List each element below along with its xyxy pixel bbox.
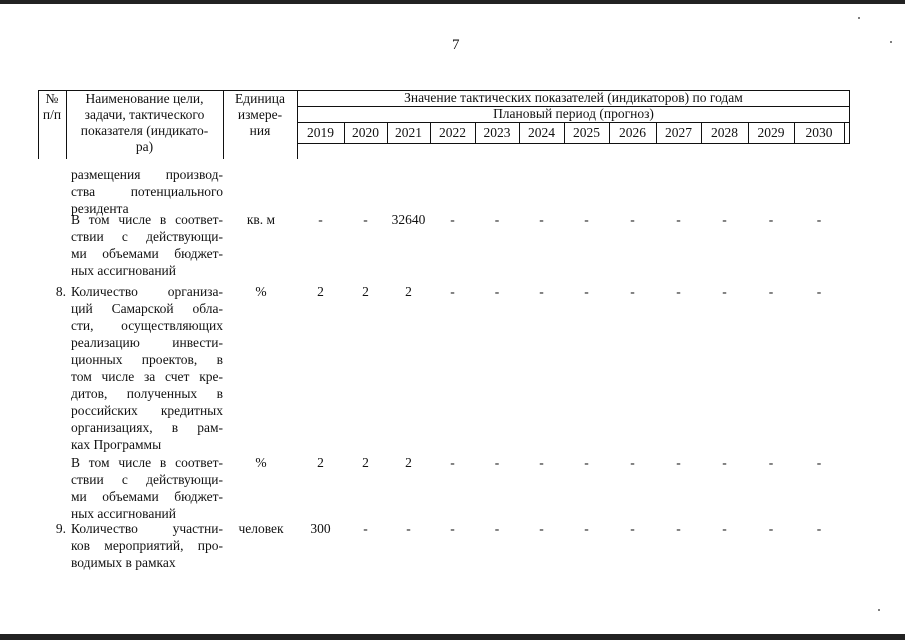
indicator-value: -	[450, 521, 455, 536]
header-year: 2025	[573, 125, 600, 140]
header-name-label: ра)	[135, 139, 154, 154]
indicator-value: -	[363, 212, 368, 227]
indicator-name-line: резидента	[71, 201, 129, 216]
header-unit-label: измере-	[237, 107, 283, 122]
header-group-title: Значение тактических показателей (индикаторов) по годам	[404, 90, 743, 105]
scan-bottom-edge	[0, 634, 905, 640]
indicator-value: -	[722, 455, 727, 470]
indicator-name-line: В том числе в соответ-	[71, 212, 223, 227]
unit-of-measure: кв. м	[246, 212, 276, 227]
indicator-name-line: дитов, полученных в	[71, 386, 223, 401]
indicator-name	[71, 166, 223, 217]
indicator-value: -	[630, 455, 635, 470]
indicator-value: -	[539, 455, 544, 470]
indicator-value: -	[318, 212, 323, 227]
unit-of-measure: %	[255, 455, 267, 470]
indicator-name-line: ми объемами бюджет-	[71, 246, 223, 261]
indicator-value: -	[816, 284, 822, 299]
indicator-value: -	[722, 521, 727, 536]
indicator-value: -	[584, 284, 589, 299]
indicator-value: -	[630, 284, 635, 299]
header-year: 2020	[352, 125, 379, 140]
header-year: 2026	[619, 125, 646, 140]
indicator-name-line: ций Самарской обла-	[71, 301, 223, 316]
indicator-value: -	[630, 212, 635, 227]
indicator-value: -	[676, 284, 681, 299]
indicator-name-line: размещения производ-	[71, 167, 223, 182]
header-num-label: п/п	[42, 107, 62, 122]
indicator-value: 2	[405, 455, 412, 470]
indicator-value: 32640	[391, 212, 426, 227]
header-year: 2022	[439, 125, 466, 140]
indicator-name-line: ных ассигнований	[71, 263, 176, 278]
header-year: 2029	[757, 125, 785, 140]
header-unit-label: ния	[249, 123, 271, 138]
indicator-value: -	[539, 521, 544, 536]
table-header	[38, 90, 850, 159]
indicator-value: -	[722, 284, 727, 299]
indicator-value: -	[768, 212, 774, 227]
indicator-name-line: сти, осуществляющих	[71, 318, 223, 333]
header-year: 2030	[805, 125, 833, 140]
indicator-value: -	[584, 455, 589, 470]
indicator-value: -	[630, 521, 635, 536]
row-number: 9.	[55, 521, 66, 536]
indicator-name	[71, 211, 223, 279]
indicator-value: 2	[405, 284, 412, 299]
header-year: 2024	[528, 125, 555, 140]
indicator-name-line: реализацию инвести-	[71, 335, 223, 350]
indicator-name-line: том числе за счет кре-	[71, 369, 223, 384]
scan-speck	[878, 609, 880, 611]
header-name-label: показателя (индикато-	[80, 123, 209, 138]
indicator-value: 300	[310, 521, 331, 536]
indicator-name-line: ных ассигнований	[71, 506, 176, 521]
header-year: 2021	[395, 125, 422, 140]
indicator-value: -	[816, 521, 822, 536]
indicator-name-line: Количество участни-	[71, 521, 223, 536]
indicator-value: -	[768, 521, 774, 536]
header-year: 2023	[483, 125, 511, 140]
header-year: 2027	[665, 125, 692, 140]
indicator-value: -	[768, 284, 774, 299]
indicator-value: -	[768, 455, 774, 470]
indicator-value: -	[676, 455, 681, 470]
indicator-value: -	[676, 521, 681, 536]
indicator-value: 2	[317, 455, 324, 470]
indicator-value: -	[406, 521, 411, 536]
header-subgroup-title: Плановый период (прогноз)	[493, 106, 654, 121]
indicator-value: -	[676, 212, 681, 227]
unit-of-measure: %	[255, 284, 267, 299]
header-rule-year	[844, 122, 845, 144]
indicator-name-line: российских кредитных	[71, 403, 223, 418]
indicator-name	[71, 454, 223, 522]
indicator-value: 2	[362, 284, 369, 299]
indicator-value: -	[363, 521, 368, 536]
indicator-name-line: ствии с действующи-	[71, 229, 223, 244]
scan-speck	[858, 17, 860, 19]
indicator-name-line: ках Программы	[71, 437, 162, 452]
indicator-value: -	[816, 212, 822, 227]
row-number: 8.	[55, 284, 66, 299]
indicator-value: -	[539, 212, 544, 227]
indicator-value: -	[450, 284, 455, 299]
header-name-label: задачи, тактического	[84, 107, 205, 122]
indicator-name-line: Количество организа-	[71, 284, 223, 299]
indicator-name-line: организациях, в рам-	[71, 420, 223, 435]
indicator-value: -	[584, 212, 589, 227]
indicator-value: -	[584, 521, 589, 536]
scan-top-edge	[0, 0, 905, 4]
indicator-value: 2	[362, 455, 369, 470]
indicator-name-line: ков мероприятий, про-	[71, 538, 223, 553]
header-rule-years	[297, 122, 850, 123]
indicator-name-line: ства потенциального	[71, 184, 223, 199]
unit-of-measure: человек	[238, 521, 284, 536]
header-num-label: №	[45, 91, 59, 106]
indicator-value: 2	[317, 284, 324, 299]
indicator-name	[71, 520, 223, 571]
header-year: 2028	[711, 125, 738, 140]
indicator-value: -	[722, 212, 727, 227]
header-year: 2019	[307, 125, 334, 140]
indicator-value: -	[816, 455, 822, 470]
header-name-label: Наименование цели,	[85, 91, 204, 106]
indicator-value: -	[450, 212, 455, 227]
indicator-value: -	[450, 455, 455, 470]
scan-speck	[890, 41, 892, 43]
indicator-value: -	[494, 521, 500, 536]
indicator-name-line: ционных проектов, в	[71, 352, 223, 367]
indicator-value: -	[494, 455, 500, 470]
indicator-name	[71, 283, 223, 453]
indicator-name-line: В том числе в соответ-	[71, 455, 223, 470]
page-number: 7	[452, 37, 460, 53]
indicator-value: -	[494, 212, 500, 227]
indicator-name-line: водимых в рамках	[71, 555, 176, 570]
header-rule-bottom	[297, 143, 850, 144]
indicator-value: -	[494, 284, 500, 299]
indicator-value: -	[539, 284, 544, 299]
indicator-name-line: ствии с действующи-	[71, 472, 223, 487]
header-unit-label: Единица	[234, 91, 285, 106]
indicator-name-line: ми объемами бюджет-	[71, 489, 223, 504]
